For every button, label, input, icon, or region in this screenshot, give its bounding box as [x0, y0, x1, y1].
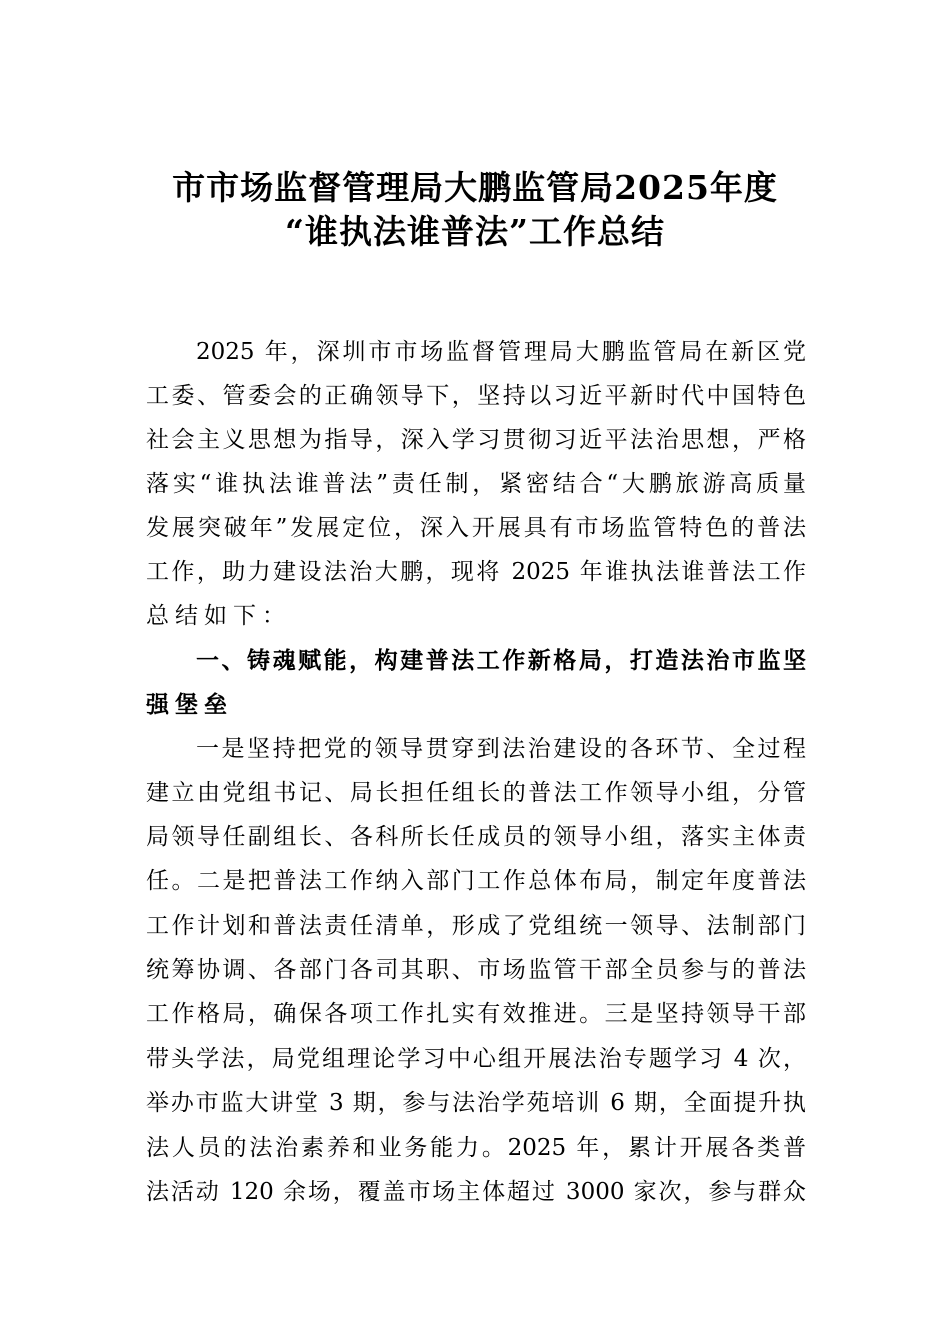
body-line: 工委、管委会的正确领导下，坚持以习近平新时代中国特色: [146, 383, 806, 409]
body-line: 工作计划和普法责任清单，形成了党组统一领导、法制部门: [146, 913, 806, 939]
body-line: 局领导任副组长、各科所长任成员的领导小组，落实主体责: [146, 824, 806, 850]
body-line: 总结如下：: [146, 603, 291, 629]
body-line: 2025 年，深圳市市场监督管理局大鹏监管局在新区党: [196, 339, 806, 365]
body-line: 社会主义思想为指导，深入学习贯彻习近平法治思想，严格: [146, 427, 806, 453]
body-line: 统筹协调、各部门各司其职、市场监管干部全员参与的普法: [146, 957, 806, 983]
body-line: 发展突破年”发展定位，深入开展具有市场监管特色的普法: [146, 515, 806, 541]
body-line: 举办市监大讲堂 3 期，参与法治学苑培训 6 期，全面提升执: [146, 1090, 806, 1116]
body-line: 法人员的法治素养和业务能力。2025 年，累计开展各类普: [146, 1135, 806, 1161]
document-title-line-2: “谁执法谁普法”工作总结: [285, 212, 665, 251]
section-heading: 一、铸魂赋能，构建普法工作新格局，打造法治市监坚: [196, 648, 806, 674]
body-line: 落实“谁执法谁普法”责任制，紧密结合“大鹏旅游高质量: [146, 471, 806, 497]
document-title-line-1: 市市场监督管理局大鹏监管局2025年度: [172, 168, 778, 207]
body-line: 带头学法，局党组理论学习中心组开展法治专题学习 4 次，: [146, 1046, 806, 1072]
body-line: 工作，助力建设法治大鹏，现将 2025 年谁执法谁普法工作: [146, 559, 806, 585]
body-line: 法活动 120 余场，覆盖市场主体超过 3000 家次，参与群众: [146, 1179, 806, 1205]
body-line: 任。二是把普法工作纳入部门工作总体布局，制定年度普法: [146, 868, 806, 894]
body-line: 工作格局，确保各项工作扎实有效推进。三是坚持领导干部: [146, 1001, 806, 1027]
section-heading: 强堡垒: [146, 692, 233, 718]
body-line: 建立由党组书记、局长担任组长的普法工作领导小组，分管: [146, 780, 806, 806]
body-line: 一是坚持把党的领导贯穿到法治建设的各环节、全过程: [196, 736, 806, 762]
